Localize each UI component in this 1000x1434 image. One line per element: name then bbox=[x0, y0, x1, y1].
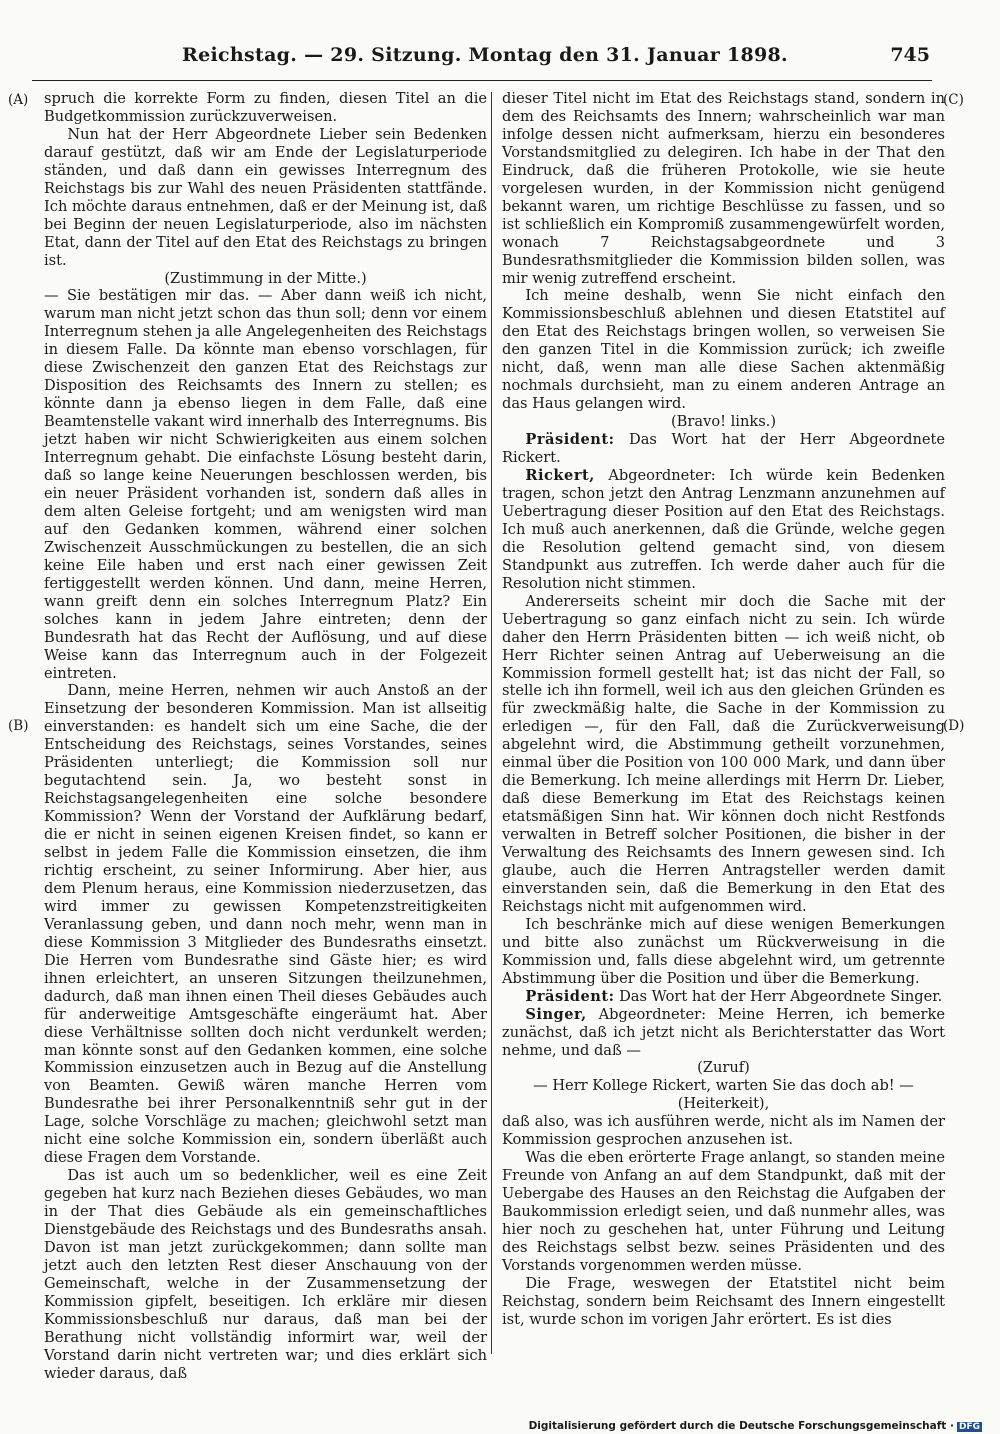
speech-text: Das Wort hat der Herr Abgeordnete Rickert. bbox=[502, 431, 945, 467]
speaker-name: Präsident: bbox=[525, 431, 615, 449]
speech-text: Das Wort hat der Herr Abgeordnete Singer. bbox=[614, 987, 943, 1005]
margin-marker-a: (A) bbox=[8, 92, 29, 108]
paragraph: — Herr Kollege Rickert, warten Sie das doch ab! — bbox=[533, 1077, 914, 1095]
digitization-credit bbox=[529, 1420, 982, 1432]
page-header bbox=[40, 44, 930, 74]
speaker-paragraph bbox=[502, 431, 945, 467]
paragraph: daß also, was ich ausführen werde, nicht als im Namen der Kommission gesprochen anzusehen ist. bbox=[502, 1113, 945, 1149]
interjection: (Heiterkeit), bbox=[677, 1095, 770, 1113]
speaker-paragraph bbox=[502, 467, 945, 593]
left-column bbox=[44, 90, 487, 1383]
interjection: (Zustimmung in der Mitte.) bbox=[164, 269, 367, 287]
header-rule bbox=[32, 80, 932, 81]
paragraph: Andererseits scheint mir doch die Sache mit der Uebertragung so ganz einfach nicht zu sein. Ich würde daher den Herrn Präsidenten bitten — ich weiß nicht, ob Herr Richter seinen Antrag auf Ueberweisung an die Kommission formell gestellt hat; ist das nicht der Fall, so stelle ich ihn formell, weil ich aus den gleichen Gründen es für zweckmäßig halte, die Sache in der Kommission zu erledigen —, für den Fall, daß die Zurückverweisung abgelehnt wird, die Abstimmung getheilt vorzunehmen, einmal über die Position von 100 000 Mark, und dann über die Bemerkung. Ich meine allerdings mit Herrn Dr. Lieber, daß diese Bemerkung im Etat des Reichstags keinen etatsmäßigen Sinn hat. Wir können doch nicht Restfonds verwalten in Betreff solcher Positionen, die bisher in der Verwaltung des Reichsamts des Innern gewesen sind. Ich glaube, auch die Herren Antragsteller werden damit einverstanden sein, daß die Bemerkung in den Etat des Reichstags nicht mit aufgenommen wird. bbox=[502, 592, 945, 915]
paragraph: Das ist auch um so bedenklicher, weil es eine Zeit gegeben hat kurz nach Beziehen dieses Gebäudes, wo man in der That dies Gebäude als ein gemeinschaftliches Dienstgebäude des Reichstags und des Bundesraths ansah. Davon ist man jetzt zurückgekommen; dann sollte man jetzt auch den letzten Rest dieser Anschauung von der Gemeinschaft, welche in der Zusammensetzung der Kommission gipfelt, beseitigen. Ich erkläre mir diesen Kommissionsbeschluß nur daraus, daß man bei der Berathung nicht vollständig informirt war, weil der Vorstand darin nicht vertreten war; und dies erklärt sich wieder daraus, daß bbox=[44, 1167, 487, 1382]
speech-text: Abgeordneter: Meine Herren, ich bemerke zunächst, daß ich jetzt nicht als Berichterstatter das Wort nehme, und daß — bbox=[502, 1005, 945, 1059]
paragraph: Die Frage, weswegen der Etatstitel nicht beim Reichstag, sondern beim Reichsamt des Innern eingestellt ist, wurde schon im vorigen Jahr erörtert. Es ist dies bbox=[502, 1274, 945, 1328]
paragraph: dieser Titel nicht im Etat des Reichstags stand, sondern in dem des Reichsamts des Innern; wahrscheinlich war man infolge dessen nicht aufmerksam, hierzu ein besonderes Vorstandsmitglied zu delegiren. Ich habe in der That den Eindruck, daß die früheren Protokolle, wie sie heute vorgelesen wurden, in der Kommission nicht genügend bekannt waren, um richtige Beschlüsse zu fassen, und so ist schließlich ein Kompromiß zusammengewürfelt worden, wonach 7 Reichstagsabgeordnete und 3 Bundesrathsmitglieder die Kommission bilden sollen, was mir wenig zutreffend erscheint. bbox=[502, 90, 945, 287]
interjection: (Zuruf) bbox=[697, 1059, 750, 1077]
paragraph: Dann, meine Herren, nehmen wir auch Anstoß an der Einsetzung der besonderen Kommission. Man ist allseitig einverstanden: es handelt sich um eine Sache, die der Entscheidung des Reichstags, seines Vorstandes, seines Präsidenten unterliegt; die Kommission soll nur begutachtend sein. Ja, wo besteht sonst in Reichstagsangelegenheiten eine solche besondere Kommission? Wenn der Vorstand der Aufklärung bedarf, die er nicht in seinen eigenen Kreisen findet, so kann er selbst in jedem Falle die Kommission einsetzen, die ihm richtig erscheint, zu seiner Informirung. Aber hier, aus dem Plenum heraus, eine Kommission niederzusetzen, das wird immer zu gewissen Kompetenzstreitigkeiten Veranlassung geben, und dann noch mehr, wenn man in diese Kommission 3 Mitglieder des Bundesraths einsetzt. Die Herren vom Bundesrathe sind Gäste hier; es wird ihnen erleichtert, an unseren Sitzungen theilzunehmen, dadurch, daß man ihnen einen Theil dieses Gebäudes auch für anderweitige Amtsgeschäfte eingeräumt hat. Aber diese Verhältnisse sollten doch nicht verdunkelt werden; man könnte sonst auf den Gedanken kommen, eine solche Kommission einzusetzen auch in Bezug auf die Anstellung von Beamten. Gewiß wären manche Herren vom Bundesrathe bei ihrer Personalkenntniß sehr gut in der Lage, solche Vorschläge zu machen; gleichwohl setzt man nicht eine solche Kommission ein, sondern überläßt auch diese Fragen dem Vorstande. bbox=[44, 682, 487, 1167]
margin-marker-b: (B) bbox=[8, 718, 29, 734]
interjection: (Bravo! links.) bbox=[670, 413, 777, 431]
credit-text: Digitalisierung gefördert durch die Deutsche Forschungsgemeinschaft · bbox=[528, 1420, 954, 1432]
dfg-logo: DFG bbox=[958, 1422, 980, 1432]
page-title: Reichstag. — 29. Sitzung. Montag den 31. Januar 1898. bbox=[182, 44, 788, 66]
speech-text: Abgeordneter: Ich würde kein Bedenken tragen, schon jetzt den Antrag Lenzmann anzunehmen auf Uebertragung dieser Position auf den Etat des Reichstags. Ich muß auch anerkennen, daß die Gründe, welche gegen die Resolution geltend gemacht sind, von diesem Standpunkt aus zutreffen. Ich werde daher auch für die Resolution nicht stimmen. bbox=[502, 467, 945, 592]
paragraph: Was die eben erörterte Frage anlangt, so standen meine Freunde von Anfang an auf dem Standpunkt, daß mit der Uebergabe des Hauses an den Reichstag die Aufgaben der Baukommission erledigt seien, und daß nunmehr alles, was hier noch zu geschehen hat, unter Führung und Leitung des Reichstags selbst bezw. seines Präsidenten und des Vorstands vorgenommen werden müsse. bbox=[502, 1149, 945, 1274]
speaker-name: Rickert, bbox=[525, 467, 595, 485]
speaker-paragraph bbox=[502, 988, 945, 1006]
paragraph: Nun hat der Herr Abgeordnete Lieber sein Bedenken darauf gestützt, daß wir am Ende der Legislaturperiode ständen, und daß dann ein gewisses Interregnum des Reichstags bis zur Wahl des neuen Präsidenten stattfände. Ich möchte daraus entnehmen, daß er der Meinung ist, daß bei Beginn der neuen Legislaturperiode, also im nächsten Etat, dann der Titel auf den Etat des Reichstags zu bringen ist. bbox=[44, 125, 487, 269]
speaker-name: Präsident: bbox=[525, 987, 615, 1005]
paragraph: spruch die korrekte Form zu finden, diesen Titel an die Budgetkommission zurückzuverweisen. bbox=[44, 90, 487, 125]
margin-marker-c: (C) bbox=[943, 92, 964, 108]
paragraph: Ich beschränke mich auf diese wenigen Bemerkungen und bitte also zunächst um Rückverweisung in die Kommission und, falls diese abgelehnt wird, um getrennte Abstimmung über die Position und über die Bemerkung. bbox=[502, 915, 945, 987]
page-number: 745 bbox=[890, 44, 930, 66]
margin-marker-d: (D) bbox=[943, 718, 965, 734]
right-column bbox=[502, 90, 945, 1329]
paragraph: — Sie bestätigen mir das. — Aber dann weiß ich nicht, warum man nicht jetzt schon das thun soll; denn vor einem Interregnum stehen ja alle Angelegenheiten des Reichstags in diesem Falle. Da könnte man ebenso vorschlagen, für diese Zwischenzeit den ganzen Etat des Reichstags zur Disposition des Reichsamts des Innern zu stellen; es könnte dann ja ebenso liegen in dem Falle, daß eine Beamtenstelle vakant wird innerhalb des Interregnums. Bis jetzt haben wir nicht Schwierigkeiten aus einem solchen Interregnum gehabt. Die einfachste Lösung besteht darin, daß so lange keine Neuerungen beschlossen werden, bis ein neuer Präsident vorhanden ist, sondern daß alles in dem alten Geleise fortgeht; und am wenigsten wird man auf den Gedanken kommen, während einer solchen Zwischenzeit Ausschmückungen zu bestellen, die an sich keine Eile haben und erst nach einer gewissen Zeit fertiggestellt werden können. Und dann, meine Herren, wann greift denn ein solches Interregnum Platz? Ein solches kann in jedem Jahre eintreten; denn der Bundesrath hat das Recht der Auflösung, und auf diese Weise kann das Interregnum auch in der Folgezeit eintreten. bbox=[44, 287, 487, 682]
speaker-name: Singer, bbox=[525, 1005, 587, 1023]
paragraph: Ich meine deshalb, wenn Sie nicht einfach den Kommissionsbeschluß ablehnen und diesen Etatstitel auf den Etat des Reichstags bringen wollen, so verweisen Sie den ganzen Titel in die Kommission zurück; ich zweifle nicht, daß, wenn man alle diese Sachen aktenmäßig nochmals durchsieht, man zu einem anderen Antrage an das Haus gelangen wird. bbox=[502, 287, 945, 413]
column-divider bbox=[491, 92, 492, 1354]
speaker-paragraph bbox=[502, 1006, 945, 1060]
